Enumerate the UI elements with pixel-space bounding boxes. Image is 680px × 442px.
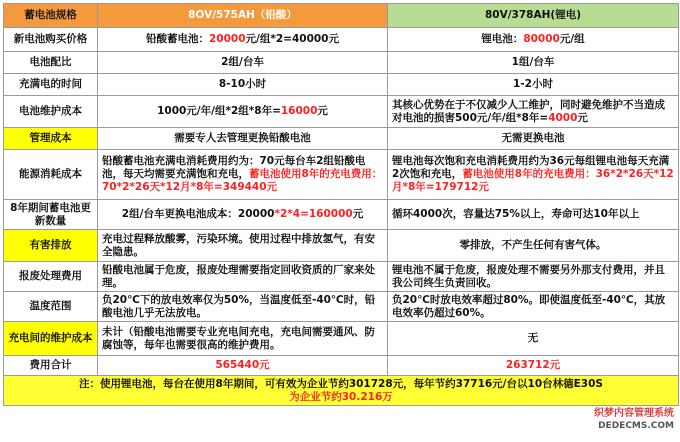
highlight-text: 4000 [548,111,578,124]
row-label: 报废处理费用 [4,262,98,292]
note-row [4,376,679,406]
table-row [4,128,679,150]
lithium-cell [388,28,679,52]
lithium-cell [388,262,679,292]
row-label: 电池维护成本 [4,96,98,128]
lead-acid-cell [98,28,388,52]
cell-text: 锂电池： [481,33,524,45]
lithium-cell [388,74,679,96]
row-label: 充电间的维护成本 [4,322,98,356]
lithium-cell [388,356,679,376]
lead-acid-cell [98,128,388,150]
cell-text: 1000元/年/组*2组*8年= [157,105,281,117]
header-lithium: 80V/378AH(锂电) [388,4,679,28]
cell-text: 2组/台车 [221,56,264,68]
lithium-cell [388,322,679,356]
cell-text: 元 [317,105,328,117]
row-label: 费用合计 [4,356,98,376]
cell-text: 负20℃时放电效率超过80%。即使温度低至-40℃，其放电效率仍超过60%。 [392,293,666,319]
highlight-text: 80000 [523,33,560,45]
note-line-1: 注：使用锂电池，每台在使用8年期间，可有效为企业节约301728元，每年节约37716元/台以10台林德E30S [79,377,603,390]
cell-text: 循环4000次，容量达75%以上，寿命可达10年以上 [392,208,640,220]
watermark-text-2: DEDECMS.COM [598,421,674,431]
lithium-cell [388,150,679,200]
row-label: 充满电的时间 [4,74,98,96]
cell-text: 2组/台车更换电池成本：20000 [121,208,275,220]
lead-acid-cell [98,292,388,322]
lithium-cell [388,292,679,322]
table-row [4,200,679,230]
row-label: 新电池购买价格 [4,28,98,52]
comparison-table [3,3,679,406]
note-cell [4,376,679,406]
lead-acid-cell [98,96,388,128]
cell-text: 铅酸电池属于危废，报废处理需要指定回收资质的厂家来处理。 [102,263,375,289]
watermark [594,408,674,432]
header-lead-acid: 8OV/575AH（铅酸） [98,4,388,28]
lead-acid-cell [98,322,388,356]
lithium-cell [388,200,679,230]
lead-acid-cell [98,200,388,230]
lead-acid-cell [98,52,388,74]
cell-text: 未计（铅酸电池需要专业充电间充电，充电间需要通风、防腐蚀等，每年也需要很高的维护费用。 [102,325,375,351]
watermark-text-1: 织梦内容管理系统 [594,408,674,419]
lithium-cell [388,52,679,74]
table-row [4,322,679,356]
cell-text: 元 [352,208,364,220]
cell-text: 需要专人去管理更换铅酸电池 [174,132,311,144]
cell-text: 零排放，不产生任何有害气体。 [459,239,607,251]
header-spec: 蓄电池规格 [4,4,98,28]
cell-text: 其核心优势在于不仅减少人工维护，同时避免维护不当造成对电池的损害500元/年/组*8年= [392,98,665,124]
note-line-2: 为企业节约30.216万 [289,390,393,403]
lithium-cell [388,128,679,150]
table-row [4,262,679,292]
highlight-text: 16000 [280,105,318,117]
cell-text: 充电过程释放酸雾，污染环境。使用过程中排放氢气，有安全隐患。 [102,232,375,258]
lithium-cell [388,230,679,262]
lithium-cell [388,96,679,128]
table-row [4,230,679,262]
table-row [4,28,679,52]
highlight-text: *2*4=160000 [274,208,353,220]
cell-text: 负20℃下的放电效率仅为50%，当温度低至-40℃时，铅酸电池几乎无法放电。 [102,293,376,319]
cell-text: 元/组*2=40000元 [245,33,339,45]
cell-text: 1组/台车 [511,56,555,68]
table-row [4,292,679,322]
table-row [4,74,679,96]
cell-text: 无 [527,332,539,344]
cell-text: 元/组 [559,33,585,45]
row-label: 管理成本 [4,128,98,150]
lead-acid-cell [98,262,388,292]
lead-acid-cell [98,74,388,96]
highlight-text: 蓄电池使用8年的充电费用：36*2*26天*12月*8年=179712元 [392,168,674,193]
highlight-text: 蓄电池使用8年的充电费用：70*2*26天*12月*8年=349440元 [102,168,383,193]
cell-text: 无需更换电池 [501,132,565,144]
lead-acid-cell [98,356,388,376]
row-label: 能源消耗成本 [4,150,98,200]
cell-text: 元 [577,111,588,124]
highlight-text: 565440元 [215,359,270,371]
lead-acid-cell [98,230,388,262]
row-label: 8年期间蓄电池更新数量 [4,200,98,230]
table-row [4,356,679,376]
row-label: 温度范围 [4,292,98,322]
row-label: 电池配比 [4,52,98,74]
lead-acid-cell [98,150,388,200]
cell-text: 1-2小时 [513,78,553,90]
row-label: 有害排放 [4,230,98,262]
cell-text: 锂电池不属于危废，报废处理不需要另外那支付费用，并且我公司终生负责回收。 [392,263,665,289]
cell-text: 8-10小时 [218,78,267,90]
table-row [4,96,679,128]
table-row [4,150,679,200]
highlight-text: 20000 [209,33,246,45]
cell-text: 锂电池每次饱和充电消耗费用约为36元每组锂电池每天充满2次饱和充电， [392,155,670,180]
table-row [4,52,679,74]
header-row [4,4,679,28]
highlight-text: 263712元 [505,359,561,371]
cell-text: 铅酸蓄电池充满电消耗费用约为：70元每台车2组铅酸电池，每天均需要充满饱和充电， [102,155,366,180]
cell-text: 铅酸蓄电池： [146,33,209,45]
